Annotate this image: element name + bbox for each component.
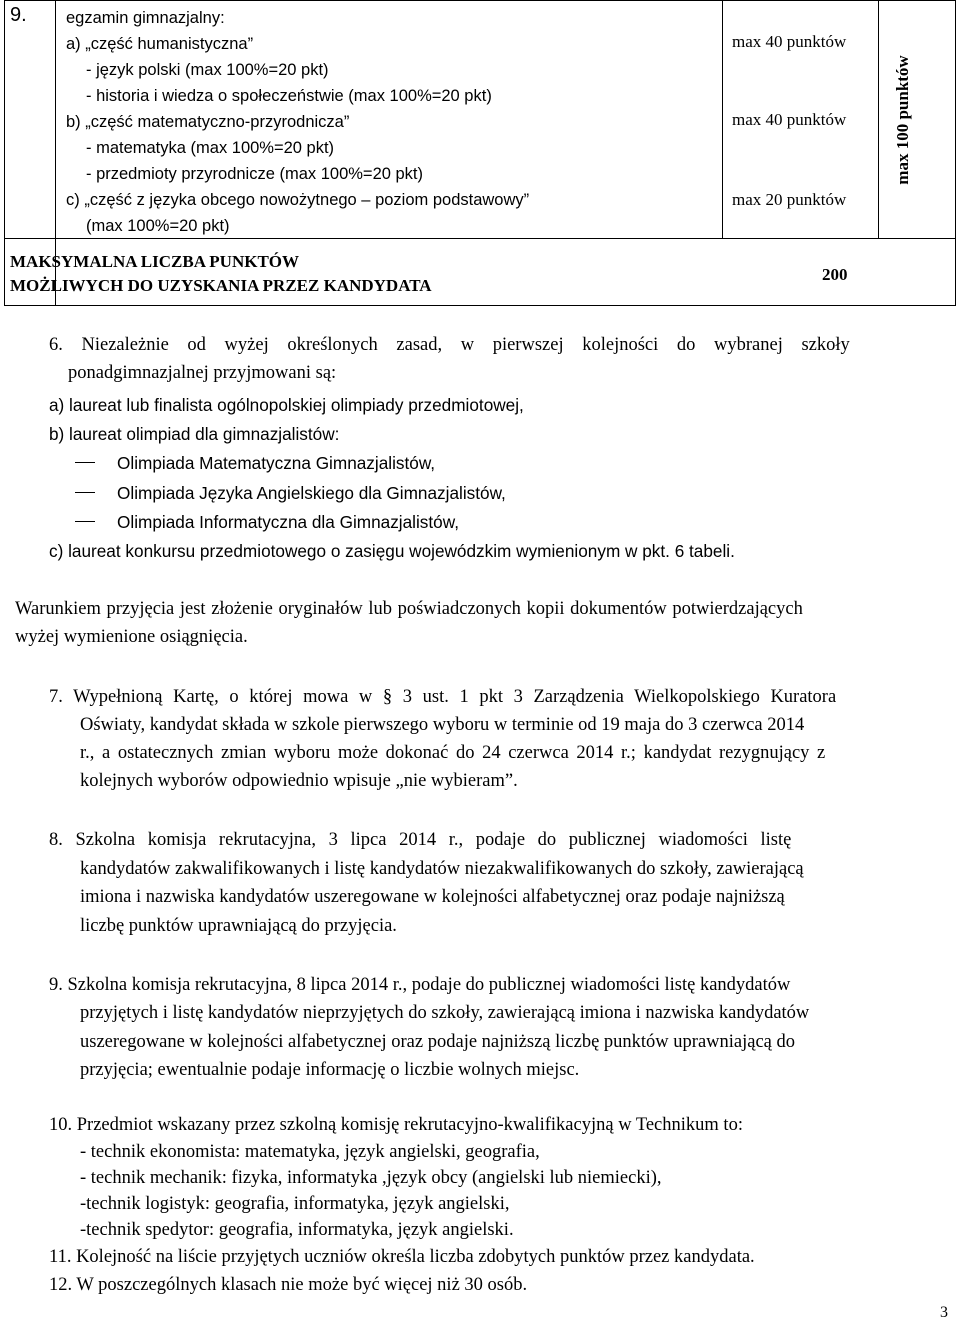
section-10-text: - technik mechanik: fizyka, informatyka ,język obcy (angielski lub niemiecki), (80, 1168, 662, 1188)
olympiad-name: Olimpiada Języka Angielskiego dla Gimnazjalistów, (117, 483, 506, 503)
row-number: 9. (10, 4, 27, 26)
exam-line: - matematyka (max 100%=20 pkt) (86, 139, 335, 157)
section-7-text: Oświaty, kandydat składa w szkole pierwszego wyboru w terminie od 19 maja do 3 czerwca 2014 (80, 715, 805, 735)
exam-line: c) „część z języka obcego nowożytnego – poziom podstawowy” (66, 191, 530, 209)
olympiad-item (75, 451, 435, 475)
exam-line: b) „część matematyczno-przyrodnicza” (66, 113, 350, 131)
table-divider (722, 1, 723, 239)
condition-text: Warunkiem przyjęcia jest złożenie oryginałów lub poświadczonych kopii dokumentów potwierdzających (15, 599, 803, 619)
section-7-text: kolejnych wyborów odpowiednio wpisuje „nie wybieram”. (80, 771, 518, 791)
section-10-text: - technik ekonomista: matematyka, język angielski, geografia, (80, 1142, 540, 1162)
max-points-label: MOŻLIWYCH DO UZYSKANIA PRZEZ KANDYDATA (10, 276, 432, 295)
table-divider (878, 1, 879, 239)
section-8-text: kandydatów zakwalifikowanych i listę kandydatów niezakwalifikowanych do szkoły, zawierającą (80, 859, 804, 879)
max-points-value: 200 (822, 265, 848, 284)
section-11-text: 11. Kolejność na liście przyjętych uczniów określa liczba zdobytych punktów przez kandydata. (49, 1247, 755, 1267)
section-9-text: 9. Szkolna komisja rekrutacyjna, 8 lipca 2014 r., podaje do publicznej wiadomości listę kandydatów (49, 975, 791, 995)
section-6-text: 6. Niezależnie od wyżej określonych zasad, w pierwszej kolejności do wybranej szkoły (49, 335, 850, 355)
exam-line: a) „część humanistyczna” (66, 35, 254, 53)
section-6-item: b) laureat olimpiad dla gimnazjalistów: (49, 424, 340, 444)
section-7-text: r., a ostatecznych zmian wyboru może dokonać do 24 czerwca 2014 r.; kandydat rezygnujący z (80, 743, 826, 763)
points-value: max 40 punktów (732, 32, 847, 51)
exam-line: - język polski (max 100%=20 pkt) (86, 61, 329, 79)
total-points-vertical: max 100 punktów (893, 55, 912, 185)
olympiad-name: Olimpiada Informatyczna dla Gimnazjalistów, (117, 512, 459, 532)
section-8-text: 8. Szkolna komisja rekrutacyjna, 3 lipca 2014 r., podaje do publicznej wiadomości listę (49, 830, 792, 850)
section-8-text: liczbę punktów uprawniającą do przyjęcia. (80, 916, 397, 936)
section-8-text: imiona i nazwiska kandydatów uszeregowane w kolejności alfabetycznej oraz podaje najniższą (80, 887, 785, 907)
section-6-item: a) laureat lub finalista ogólnopolskiej olimpiady przedmiotowej, (49, 395, 524, 415)
dash-bullet (75, 492, 95, 494)
page-number: 3 (940, 1304, 948, 1321)
condition-text: wyżej wymienione osiągnięcia. (15, 627, 248, 647)
exam-line: (max 100%=20 pkt) (86, 217, 230, 235)
table-divider (5, 238, 955, 239)
exam-line: - historia i wiedza o społeczeństwie (max 100%=20 pkt) (86, 87, 492, 105)
section-6-text: ponadgimnazjalnej przyjmowani są: (68, 363, 337, 383)
section-10-text: -technik spedytor: geografia, informatyka, język angielski. (80, 1220, 514, 1240)
section-9-text: przyjętych i listę kandydatów nieprzyjętych do szkoły, zawierającą imiona i nazwiska kandydatów (80, 1003, 810, 1023)
points-value: max 40 punktów (732, 110, 847, 129)
max-points-label: MAKSYMALNA LICZBA PUNKTÓW (10, 252, 300, 271)
dash-bullet (75, 462, 95, 464)
olympiad-name: Olimpiada Matematyczna Gimnazjalistów, (117, 453, 436, 473)
olympiad-item (75, 510, 459, 534)
section-10-text: -technik logistyk: geografia, informatyka, język angielski, (80, 1194, 510, 1214)
section-9-text: przyjęcia; ewentualnie podaje informację o liczbie wolnych miejsc. (80, 1060, 580, 1080)
section-7-text: 7. Wypełnioną Kartę, o której mowa w § 3 ust. 1 pkt 3 Zarządzenia Wielkopolskiego Kuratora (49, 687, 837, 707)
section-12-text: 12. W poszczególnych klasach nie może być więcej niż 30 osób. (49, 1275, 528, 1295)
section-6-item: c) laureat konkursu przedmiotowego o zasięgu wojewódzkim wymienionym w pkt. 6 tabeli. (49, 541, 735, 561)
exam-line: - przedmioty przyrodnicze (max 100%=20 pkt) (86, 165, 424, 183)
points-value: max 20 punktów (732, 190, 847, 209)
exam-title: egzamin gimnazjalny: (66, 9, 225, 27)
section-10-text: 10. Przedmiot wskazany przez szkolną komisję rekrutacyjno-kwalifikacyjną w Technikum to: (49, 1115, 743, 1135)
section-9-text: uszeregowane w kolejności alfabetycznej oraz podaje najniższą liczbę punktów uprawniającą do (80, 1032, 796, 1052)
dash-bullet (75, 521, 95, 523)
olympiad-item (75, 481, 506, 505)
